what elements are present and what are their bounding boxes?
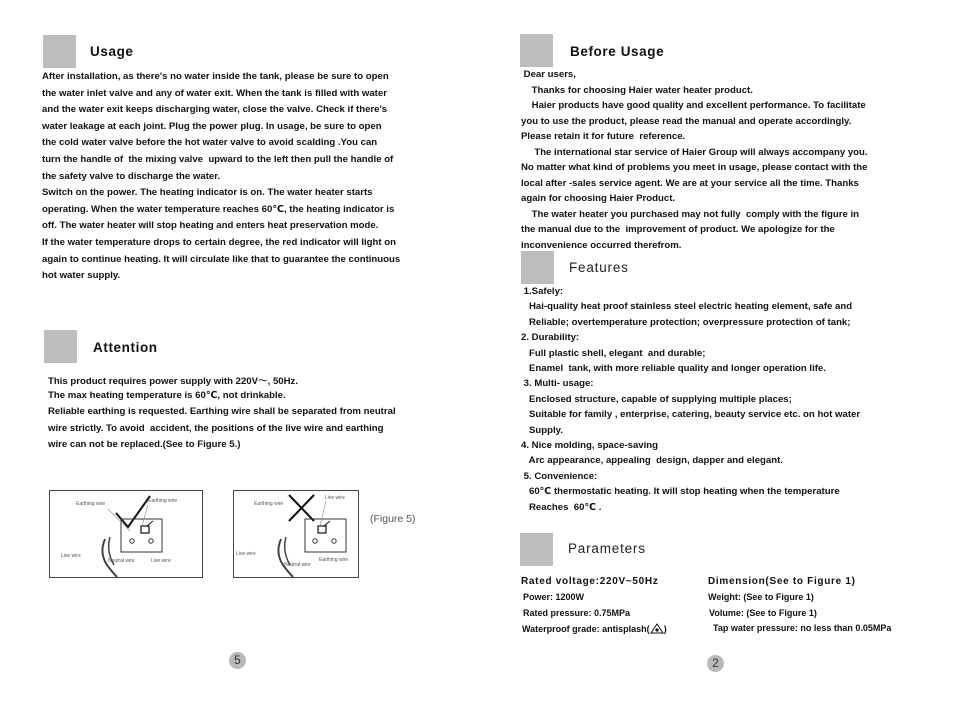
before-usage-text-line: Thanks for choosing Haier water heater product. (521, 84, 753, 96)
attention-heading-marker (44, 330, 77, 363)
param-power: Power: 1200W (523, 592, 585, 602)
usage-text-line: the safety valve to discharge the water. (42, 170, 221, 182)
usage-text-line: water leakage at each joint. Plug the power plug. In usage, be sure to open (42, 120, 382, 132)
figure5-right-diagram (233, 490, 359, 578)
usage-text-line: turn the handle of the mixing valve upward to the left then pull the handle of (42, 154, 394, 165)
before-usage-text-line: you to use the product, please read the manual and operate accordingly. (521, 115, 852, 127)
before-usage-text-line: No matter what kind of problems you meet in usage, please contact with the (521, 162, 868, 173)
features-text-line: Supply. (521, 424, 563, 436)
before-usage-text-line: inconvenience occurred therefrom. (521, 239, 682, 251)
features-text-line: 5. Convenience: (521, 470, 598, 482)
features-text-line: Hai-quality heat proof stainless steel electric heating element, safe and (521, 301, 853, 313)
label-live-wire: Live wire (325, 495, 345, 501)
param-tap-pressure: Tap water pressure: no less than 0.05MPa (713, 623, 892, 633)
usage-text-line: off. The water heater will stop heating and enters heat preservation mode. (42, 220, 379, 232)
before-usage-text-line: Please retain it for future reference. (521, 131, 686, 142)
figure5-left-diagram (49, 490, 203, 578)
page-number-left: 5 (229, 652, 246, 669)
figure5-caption: (Figure 5) (370, 513, 416, 525)
attention-heading: Attention (93, 340, 158, 355)
usage-text-line: and the water exit keeps discharging water, close the valve. Check if there's (42, 104, 388, 116)
attention-text-line: The max heating temperature is 60℃, not drinkable. (48, 389, 286, 401)
before-usage-text-line: Haier products have good quality and excellent performance. To facilitate (521, 100, 866, 111)
usage-text-line: the cold water valve before the hot water valve to avoid scalding .You can (42, 137, 378, 149)
before-usage-text-line: The water heater you purchased may not fully comply with the figure in (521, 208, 859, 220)
usage-text-line: Switch on the power. The heating indicator is on. The water heater starts (42, 187, 373, 199)
features-text-line: Arc appearance, appealing design, dapper and elegant. (521, 455, 783, 467)
features-text-line: Enamel tank, with more reliable quality and longer operation life. (521, 363, 826, 374)
plug-wiring-left-icon (50, 491, 202, 577)
param-volume: Volume: (See to Figure 1) (709, 608, 817, 618)
usage-text-line: operating. When the water temperature reaches 60℃, the heating indicator is (42, 203, 395, 215)
features-text-line: 60℃ thermostatic heating. It will stop heating when the temperature (521, 486, 840, 498)
before-usage-text-line: the manual due to the improvement of product. We apologize for the (521, 224, 835, 235)
features-text-line: 2. Durability: (521, 332, 580, 344)
features-text-line: Full plastic shell, elegant and durable; (521, 347, 706, 359)
parameters-heading: Parameters (568, 541, 646, 556)
label-live-wire-2: Live wire (236, 551, 256, 557)
label-earthing-wire-2: Earthing wire (319, 557, 349, 563)
param-waterproof (522, 623, 667, 634)
before-usage-heading-marker (520, 34, 553, 67)
param-weight: Weight: (See to Figure 1) (708, 592, 814, 602)
label-earthing-wire: Earthing wire (76, 501, 106, 507)
page-number-right: 2 (707, 655, 724, 672)
attention-text-line: wire strictly. To avoid accident, the positions of the live wire and earthing (48, 422, 384, 434)
label-earthing-wire-2: Earthing wire (148, 498, 178, 504)
param-waterproof-tail: ) (663, 624, 667, 634)
before-usage-heading: Before Usage (570, 44, 665, 59)
features-text-line: 1.Safely: (521, 286, 564, 297)
param-waterproof-text: Waterproof grade: antisplash( (522, 624, 650, 634)
features-text-line: Suitable for family , enterprise, catering, beauty service etc. on hot water (521, 409, 861, 421)
usage-text-line: again to continue heating. It will circulate like that to guarantee the continuous (42, 253, 401, 265)
parameters-heading-marker (520, 533, 553, 566)
param-rated-voltage: Rated voltage:220V~50Hz (521, 576, 659, 587)
attention-text-line: This product requires power supply with 220V～, 50Hz. (48, 376, 299, 387)
before-usage-text-line: again for choosing Haier Product. (521, 193, 676, 204)
param-dimension: Dimension(See to Figure 1) (708, 576, 856, 587)
usage-heading-marker (43, 35, 76, 68)
water-drop-warning-icon (650, 623, 664, 634)
attention-text-line: Reliable earthing is requested. Earthing wire shall be separated from neutral (48, 406, 396, 417)
features-text-line: Enclosed structure, capable of supplying multiple places; (521, 393, 792, 405)
usage-text-line: hot water supply. (42, 270, 121, 282)
usage-text-line: If the water temperature drops to certain degree, the red indicator will light on (42, 237, 396, 248)
before-usage-text-line: local after -sales service agent. We are at your service all the time. Thanks (521, 177, 859, 189)
label-neutral-wire: Neutral wire (108, 558, 135, 564)
features-text-line: 3. Multi- usage: (521, 378, 594, 390)
label-live-wire-2: Live wire (151, 558, 171, 564)
label-live-wire: Live wire (61, 553, 81, 559)
attention-text-line: wire can not be replaced.(See to Figure 5.) (48, 439, 241, 450)
label-earthing-wire: Earthing wire (254, 501, 284, 507)
usage-text-line: After installation, as there's no water inside the tank, please be sure to open (42, 71, 389, 82)
features-text-line: Reaches 60℃ . (521, 501, 602, 513)
features-heading-marker (521, 251, 554, 284)
features-text-line: 4. Nice molding, space-saving (521, 440, 659, 451)
label-neutral-wire: Neutral wire (284, 562, 311, 568)
usage-text-line: the water inlet valve and any of water exit. When the tank is filled with water (42, 87, 387, 99)
param-rated-pressure: Rated pressure: 0.75MPa (523, 608, 631, 618)
usage-heading: Usage (90, 44, 134, 59)
before-usage-text-line: Dear users, (521, 69, 576, 80)
features-heading: Features (569, 260, 629, 275)
before-usage-text-line: The international star service of Haier Group will always accompany you. (521, 146, 868, 158)
features-text-line: Reliable; overtemperature protection; overpressure protection of tank; (521, 316, 851, 328)
